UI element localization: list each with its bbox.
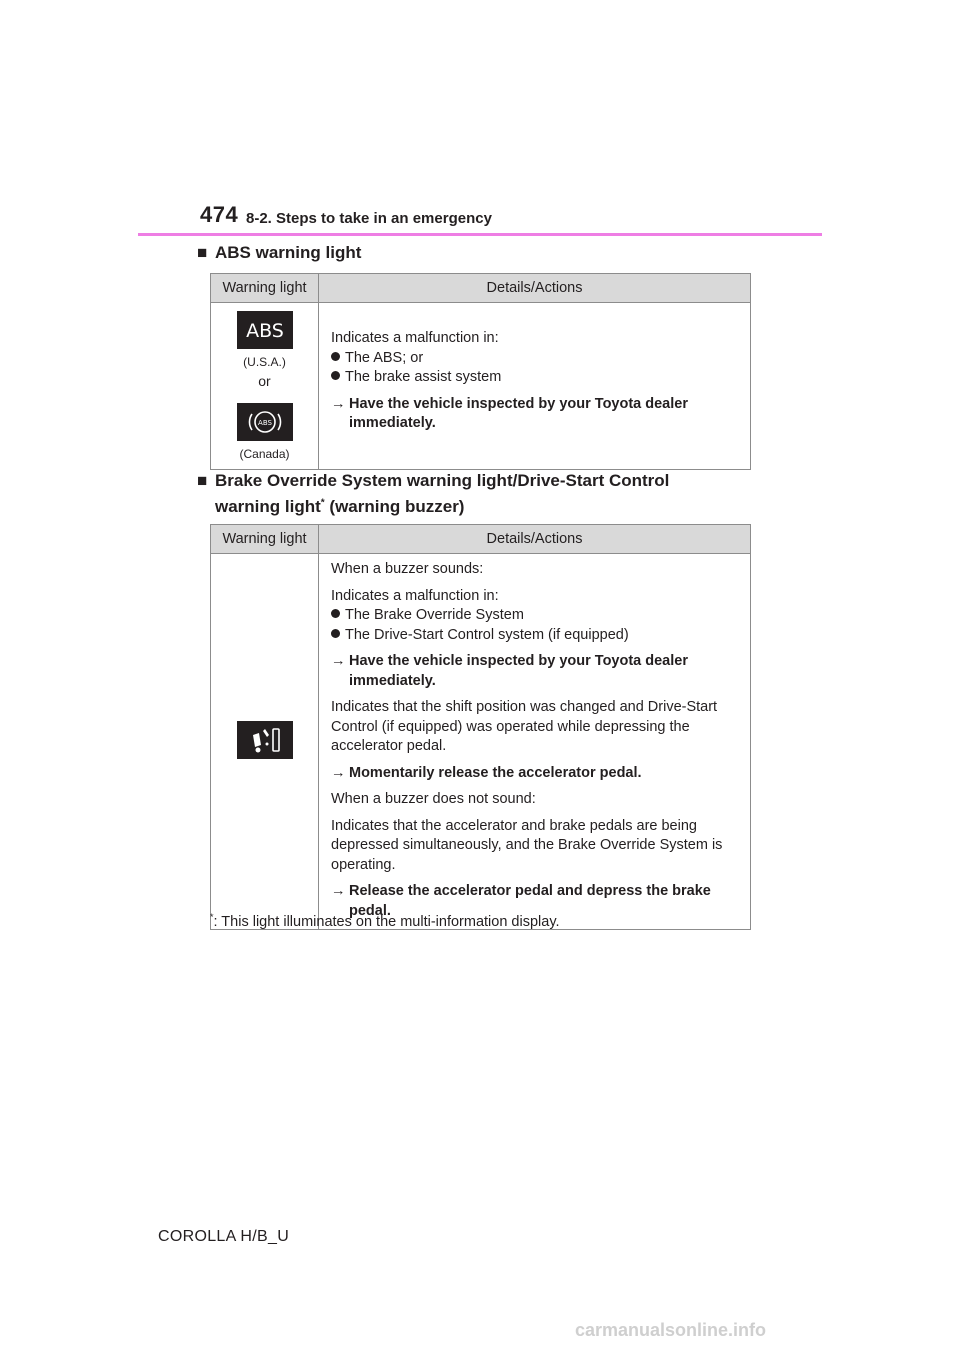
warning-light-cell — [211, 554, 319, 930]
svg-text:ABS: ABS — [245, 320, 284, 342]
buzzer-not-text: When a buzzer does not sound: — [331, 791, 536, 807]
or-label: or — [258, 373, 271, 389]
buzzer-sounds-text: When a buzzer sounds: — [331, 561, 484, 577]
section-heading-line1: Brake Override System warning light/Drive-Start Control — [215, 471, 670, 490]
brake-override-warning-table — [210, 524, 751, 930]
action-text: → Momentarily release the accelerator pedal. — [331, 764, 746, 784]
action-text: → Release the accelerator pedal and depress the brake pedal. — [331, 883, 711, 919]
arrow-icon: → — [331, 653, 346, 669]
col-warning-light: Warning light — [211, 274, 319, 303]
chapter-title: 8-2. Steps to take in an emergency — [246, 210, 492, 227]
section-heading-abs-text: ABS warning light — [215, 243, 362, 262]
action-text: → Have the vehicle inspected by your Toyota dealer immediately. — [331, 395, 688, 432]
col-details-actions: Details/Actions — [319, 525, 751, 554]
watermark: carmanualsonline.info — [575, 1320, 767, 1340]
footer-model: COROLLA H/B_U — [158, 1228, 290, 1245]
table-row — [211, 303, 751, 470]
bullet-dot-icon — [331, 352, 340, 361]
usa-label: (U.S.A.) — [243, 355, 286, 369]
table-row — [211, 554, 751, 930]
canada-label: (Canada) — [239, 447, 290, 461]
page-number: 474 — [200, 202, 239, 227]
square-bullet-icon: ■ — [197, 243, 208, 262]
section-heading-brake-override — [197, 470, 757, 518]
svg-text:ABS: ABS — [257, 419, 272, 427]
malfunction-intro: Indicates a malfunction in: — [331, 330, 499, 347]
bullet-dot-icon — [331, 609, 340, 618]
square-bullet-icon: ■ — [197, 471, 208, 490]
section-heading-abs — [197, 242, 757, 264]
bullet-dot-icon — [331, 371, 340, 380]
arrow-icon: → — [331, 883, 346, 899]
footnote: *: This light illuminates on the multi-information display. — [210, 912, 560, 930]
list-item: The Brake Override System — [331, 606, 746, 626]
table-header-row — [211, 274, 751, 303]
abs-canada-icon — [237, 403, 293, 441]
action-text: → Have the vehicle inspected by your Toyota dealer immediately. — [331, 653, 688, 689]
simultaneous-text: Indicates that the accelerator and brake pedals are being depressed simultaneously, and the Brake Override System is operating. — [331, 817, 723, 873]
warning-light-cell — [211, 303, 319, 470]
abs-warning-table — [210, 273, 751, 470]
details-cell — [319, 554, 751, 930]
section-heading-line2: warning light* (warning buzzer) — [215, 496, 465, 516]
malfunction-intro: Indicates a malfunction in: — [331, 587, 499, 604]
bullet-dot-icon — [331, 629, 340, 638]
list-item: The brake assist system — [331, 368, 746, 388]
arrow-icon: → — [331, 395, 346, 412]
shift-position-text: Indicates that the shift position was changed and Drive-Start Control (if equipped) was operated while depressing the accelerator pedal. — [331, 699, 718, 754]
brake-override-icon — [237, 721, 293, 759]
list-item: The ABS; or — [331, 349, 746, 369]
abs-usa-icon — [237, 311, 293, 349]
table-header-row — [211, 525, 751, 554]
details-cell — [319, 303, 751, 470]
col-warning-light: Warning light — [211, 525, 319, 554]
col-details-actions: Details/Actions — [319, 274, 751, 303]
arrow-icon: → — [331, 764, 346, 781]
list-item: The Drive-Start Control system (if equipped) — [331, 626, 746, 646]
header-rule — [138, 233, 822, 236]
